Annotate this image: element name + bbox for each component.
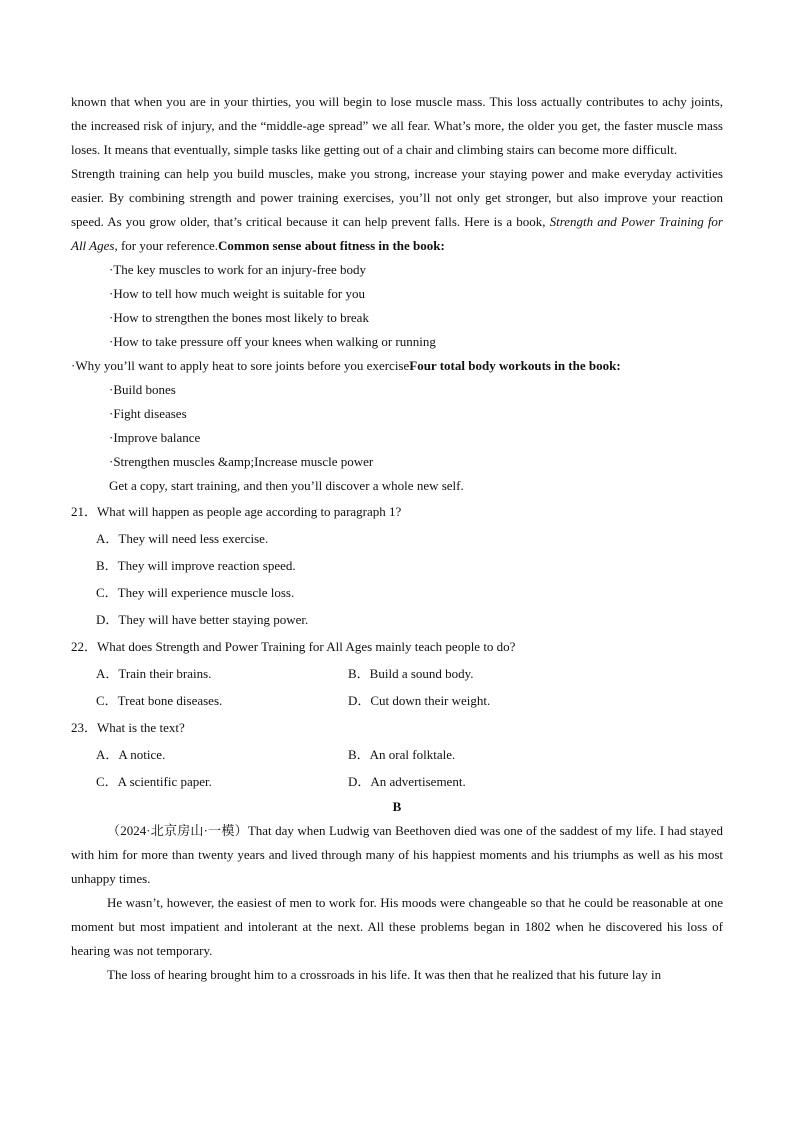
passage-a-paragraph-1: known that when you are in your thirties, you will begin to lose muscle mass. This loss actually contributes to achy joints, the increased risk of injury, and the “middle-age spread” we all fear. What’s more, the older you get, the faster muscle mass loses. It means that eventually, simple tasks like getting out of a chair and climbing stairs can become more difficult. [71,94,723,157]
question-23-option-a: A．A notice. [96,747,166,762]
question-23-option-b: B．An oral folktale. [348,747,456,762]
question-22-options-row-2 [96,687,723,714]
question-22-option-d: D．Cut down their weight. [348,693,491,708]
book-title: Strength and Power Training for All Ages [71,214,723,253]
workout-item: ·Strengthen muscles &amp;Increase muscle power [109,454,374,469]
question-22-option-b: B．Build a sound body. [348,666,474,681]
question-21-option-a: A．They will need less exercise. [96,531,269,546]
question-23-options-row-2 [96,768,723,795]
closing-line: Get a copy, start training, and then you’ll discover a whole new self. [109,478,464,493]
question-21-stem: 21．What will happen as people age according to paragraph 1? [71,504,402,519]
document-page [71,90,723,987]
question-23-option-c: C．A scientific paper. [96,774,212,789]
workout-item: ·Fight diseases [109,406,187,421]
question-22-stem: 22．What does Strength and Power Training for All Ages mainly teach people to do? [71,639,516,654]
question-21-option-c: C．They will experience muscle loss. [96,585,295,600]
passage-b-paragraph-1: （2024·北京房山·一模）That day when Ludwig van Beethoven died was one of the saddest of my life. I had stayed with him for more than twenty years and lived through many of his happiest moments and his triumphs as well as his most unhappy times. [71,823,723,886]
heat-line [71,354,723,378]
paragraph-2-start: Strength training can help you build muscles, make you strong, increase your staying power and make everyday activities easier. By combining strength and power training exercises, you’ll not only get stronger, but also improve your reaction speed. As you grow older, that’s critical because it can help prevent falls. Here is a book, [71,166,723,229]
heat-line-text: ·Why you’ll want to apply heat to sore joints before you exercise [71,358,410,373]
workout-item: ·Build bones [109,382,176,397]
common-item: ·How to tell how much weight is suitable for you [109,286,365,301]
common-item: ·How to strengthen the bones most likely to break [109,310,369,325]
passage-b-label: B [392,799,402,814]
question-21-option-d: D．They will have better staying power. [96,612,309,627]
question-23-option-d: D．An advertisement. [348,774,466,789]
question-23-options-row-1 [96,741,723,768]
question-22-options-row-1 [96,660,723,687]
common-item: ·How to take pressure off your knees when walking or running [109,334,436,349]
question-22-option-c: C．Treat bone diseases. [96,693,223,708]
paragraph-2-end: , for your reference. [114,238,219,253]
passage-a-paragraph-2 [71,162,723,258]
question-22-option-a: A．Train their brains. [96,666,212,681]
workout-item: ·Improve balance [109,430,201,445]
heading-common-sense: Common sense about fitness in the book: [218,238,445,253]
heading-workouts: Four total body workouts in the book: [409,358,621,373]
passage-b-paragraph-2: He wasn’t, however, the easiest of men to work for. His moods were changeable so that he could be reasonable at one moment but most impatient and intolerant at the next. All these problems began in 1802 when he discovered his loss of hearing was not temporary. [71,895,723,958]
passage-b-paragraph-3: The loss of hearing brought him to a crossroads in his life. It was then that he realized that his future lay in [107,967,662,982]
question-21-option-b: B．They will improve reaction speed. [96,558,296,573]
common-item: ·The key muscles to work for an injury-free body [109,262,367,277]
question-23-stem: 23．What is the text? [71,720,185,735]
